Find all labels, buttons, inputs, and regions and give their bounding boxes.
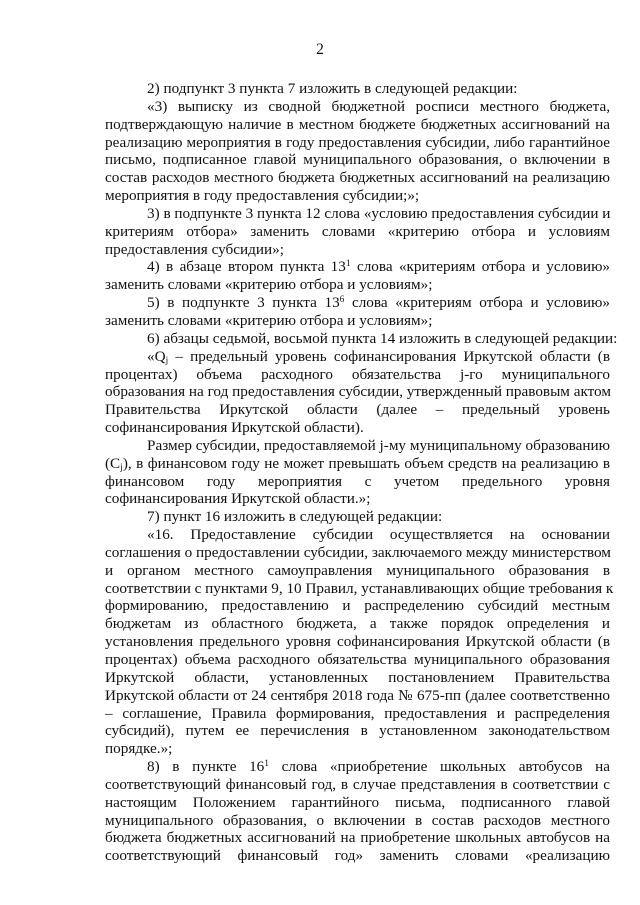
text-line (105, 419, 610, 437)
text-line (105, 633, 610, 651)
text-run: (C (105, 454, 121, 472)
text-run: 2) подпункт 3 пункта 7 изложить в следующей редакции: (147, 80, 518, 97)
page-number: 2 (316, 41, 324, 58)
text-run: процентах) объема расходного обязательства j-го муниципального (105, 365, 610, 383)
text-line (105, 205, 610, 223)
text-line (105, 366, 610, 384)
text-line (105, 116, 610, 134)
text-line (105, 758, 610, 776)
text-run: критериям отбора» заменить словами «критерию отбора и условиям (105, 222, 610, 240)
text-line (105, 490, 610, 508)
text-line (105, 258, 610, 276)
text-run: соответствующий финансовый год» заменить словами «реализацию (105, 847, 610, 865)
text-run: бюджета бюджетных ассигнований на приобретение школьных автобусов на (105, 829, 610, 847)
text-run: 4) в абзаце втором пункта 13 (147, 258, 346, 276)
text-line (105, 329, 618, 348)
text-line (105, 169, 610, 187)
text-run: формированию, предоставлению и распределению субсидий местным (105, 597, 610, 615)
text-line (105, 241, 610, 259)
text-line (105, 187, 610, 205)
text-run: заменить словами «критерию отбора и условиям»; (105, 311, 433, 329)
text-line (105, 829, 610, 847)
text-line (105, 794, 610, 812)
text-run: состав расходов местного бюджета бюджетных ассигнований на реализацию (105, 169, 610, 187)
text-run: письмо, подписанное главой муниципального образования, о включении в (105, 151, 610, 169)
text-line (105, 276, 610, 294)
text-line (105, 312, 610, 330)
text-line (105, 705, 610, 723)
text-line (105, 151, 610, 169)
text-run: соответствующий финансовый год, в случае представления в соответствии с (105, 775, 610, 793)
text-line (105, 508, 610, 526)
text-line (105, 687, 610, 705)
text-line (105, 98, 610, 116)
document-body (105, 80, 618, 865)
text-line (105, 383, 610, 401)
text-run: 7) пункт 16 изложить в следующей редакции: (147, 508, 443, 526)
text-run: соответствии с пунктами 9, 10 Правил, устанавливающих общие требования к (105, 579, 614, 597)
text-line (105, 401, 610, 419)
text-line (105, 294, 610, 312)
text-line (105, 473, 610, 491)
text-run: и органом местного самоуправления муниципального образования в (105, 561, 610, 579)
text-run: – соглашение, Правила формирования, предоставления и распределения (105, 704, 610, 722)
superscript-index: 6 (339, 294, 345, 305)
text-line (105, 812, 610, 830)
text-line (105, 562, 610, 580)
superscript-index: 1 (264, 758, 269, 769)
text-line (105, 722, 610, 740)
text-line (105, 597, 610, 615)
text-run: финансовом году мероприятия с учетом предельного уровня (105, 472, 610, 490)
text-run: Иркутской области, установленных постановлением Правительства (105, 668, 610, 686)
text-run: «3) выписку из сводной бюджетной росписи местного бюджета, (147, 97, 610, 115)
text-line (105, 526, 610, 544)
text-line (105, 776, 610, 794)
text-line (105, 651, 610, 669)
text-run: реализацию мероприятия в году предоставления субсидии, либо гарантийное (105, 133, 610, 151)
text-run: «Q (147, 347, 166, 365)
text-line (105, 740, 610, 758)
text-run: слова «критериям отбора и условию» (350, 258, 611, 276)
text-run: настоящим Положением гарантийного письма, подписанного главой (105, 793, 610, 811)
text-run: порядке.»; (105, 740, 173, 758)
text-run: слова «приобретение школьных автобусов на (268, 758, 610, 776)
text-run: предоставления субсидии»; (105, 240, 284, 258)
text-run: 5) в подпункте 3 пункта 13 (147, 294, 340, 312)
text-run: софинансирования Иркутской области.»; (105, 490, 371, 508)
text-run: 6) абзацы седьмой, восьмой пункта 14 изложить в следующей редакции: (147, 329, 618, 347)
text-run: подтверждающую наличие в местном бюджете бюджетных ассигнований на (105, 115, 610, 133)
text-run: 3) в подпункте 3 пункта 12 слова «условию предоставления субсидии и (147, 204, 611, 222)
text-line (105, 847, 610, 865)
text-line (105, 134, 610, 152)
text-line (105, 615, 610, 633)
superscript-index: 1 (345, 259, 351, 270)
text-run: мероприятия в году предоставления субсидии;»; (105, 187, 420, 205)
text-run: софинансирования Иркутской области). (105, 419, 364, 437)
text-run: ), в финансовом году не может превышать объем средств на реализацию в (122, 454, 610, 472)
text-line (105, 348, 610, 366)
text-line (105, 544, 610, 562)
text-run: Иркутской области от 24 сентября 2018 года № 675-пп (далее соответственно (105, 686, 610, 704)
text-run: Правительства Иркутской области (далее – предельный уровень (105, 401, 610, 419)
text-line (105, 455, 610, 473)
text-run: бюджетам из областного бюджета, а также порядок определения и (105, 615, 610, 633)
subscript-index: j (120, 462, 123, 473)
text-line (105, 437, 610, 455)
text-line (105, 579, 614, 598)
subscript-index: j (165, 355, 169, 366)
text-run: соглашения о предоставлении субсидии, заключаемого между министерством (105, 543, 611, 561)
text-line (105, 80, 610, 98)
text-run: процентах) объема расходного обязательства муниципального образования (105, 651, 610, 668)
text-run: Размер субсидии, предоставляемой j-му муниципальному образованию (147, 436, 610, 454)
text-run: слова «критериям отбора и условию» (344, 294, 610, 312)
text-run: заменить словами «критерию отбора и условиям»; (105, 276, 433, 294)
text-run: – предельный уровень софинансирования Иркутской области (в (168, 347, 610, 365)
text-line (105, 669, 610, 687)
text-line (105, 223, 610, 241)
text-run: субсидий), путем ее перечисления в установленном законодательством (105, 722, 610, 740)
text-run: «16. Предоставление субсидии осуществляется на основании (147, 526, 610, 544)
text-run: муниципального образования, о включении в состав расходов местного (105, 811, 610, 829)
text-run: образования на год предоставления субсидии, утвержденный правовым актом (105, 383, 611, 401)
text-run: 8) в пункте 16 (147, 758, 265, 776)
text-run: установления предельного уровня софинансирования Иркутской области (в (105, 633, 610, 651)
